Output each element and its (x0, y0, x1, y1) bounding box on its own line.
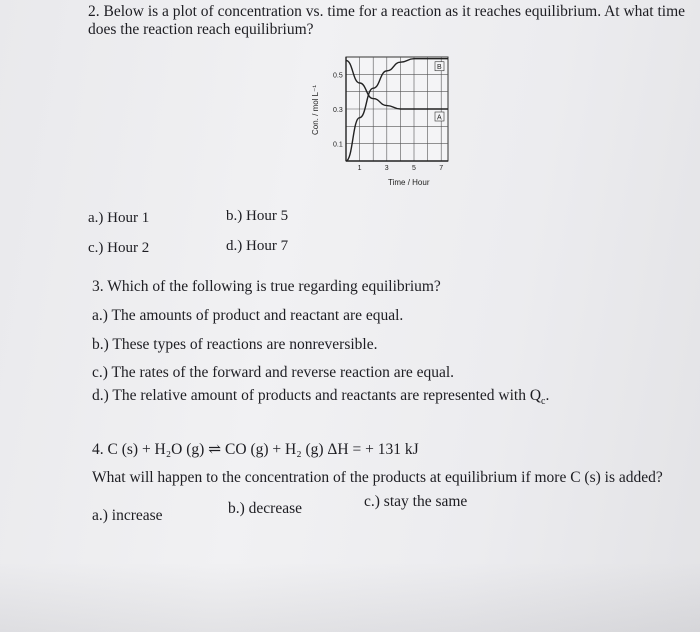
x-tick-label: 5 (412, 165, 416, 172)
page-shadow (0, 562, 700, 632)
q3-option-a[interactable]: a.) The amounts of product and reactant are equal. (92, 307, 404, 324)
q2-option-d[interactable]: d.) Hour 7 (226, 238, 289, 254)
q4-equation: 4. C (s) + H₂O (g) ⇌ CO (g) + H₂ (g) ΔH = + 131 kJ (92, 441, 419, 458)
q3-option-d-subscript: c (541, 396, 546, 408)
q2-option-b[interactable]: b.) Hour 5 (226, 208, 289, 224)
q4-option-c[interactable]: c.) stay the same (364, 493, 468, 510)
y-tick-label: 0.3 (333, 107, 343, 114)
y-axis-label: Con. / mol L⁻¹ (311, 84, 320, 135)
x-tick-label: 1 (357, 165, 362, 172)
q3-option-b[interactable]: b.) These types of reactions are nonreversible. (92, 336, 378, 353)
x-tick-label: 3 (384, 165, 389, 172)
q3-option-c[interactable]: c.) The rates of the forward and reverse reaction are equal. (92, 364, 455, 381)
q4-option-a[interactable]: a.) increase (92, 507, 163, 524)
series-label-B: B (437, 64, 442, 72)
q4-question: What will happen to the concentration of the products at equilibrium if more C (s) is added? (92, 469, 663, 486)
y-tick-label: 0.5 (333, 72, 343, 80)
q3-option-d-text: d.) The relative amount of products and reactants are represented with Q (92, 387, 542, 404)
q2-option-a[interactable]: a.) Hour 1 (88, 210, 150, 226)
y-tick-label: 0.1 (333, 141, 343, 149)
q4-option-b[interactable]: b.) decrease (228, 500, 303, 517)
series-label-A: A (437, 114, 442, 122)
x-axis-label: Time / Hour (388, 178, 430, 187)
q2-line1: 2. Below is a plot of concentration vs. time for a reaction as it reaches equilibrium. At what time (88, 3, 686, 20)
x-tick-label: 7 (439, 165, 444, 172)
q2-option-c[interactable]: c.) Hour 2 (88, 240, 150, 256)
concentration-time-chart (300, 45, 470, 195)
q2-line2: does the reaction reach equilibrium? (88, 21, 314, 38)
q3-option-d-end: . (545, 387, 550, 404)
q3-option-d[interactable] (92, 386, 549, 412)
q3-stem: 3. Which of the following is true regarding equilibrium? (92, 278, 441, 295)
